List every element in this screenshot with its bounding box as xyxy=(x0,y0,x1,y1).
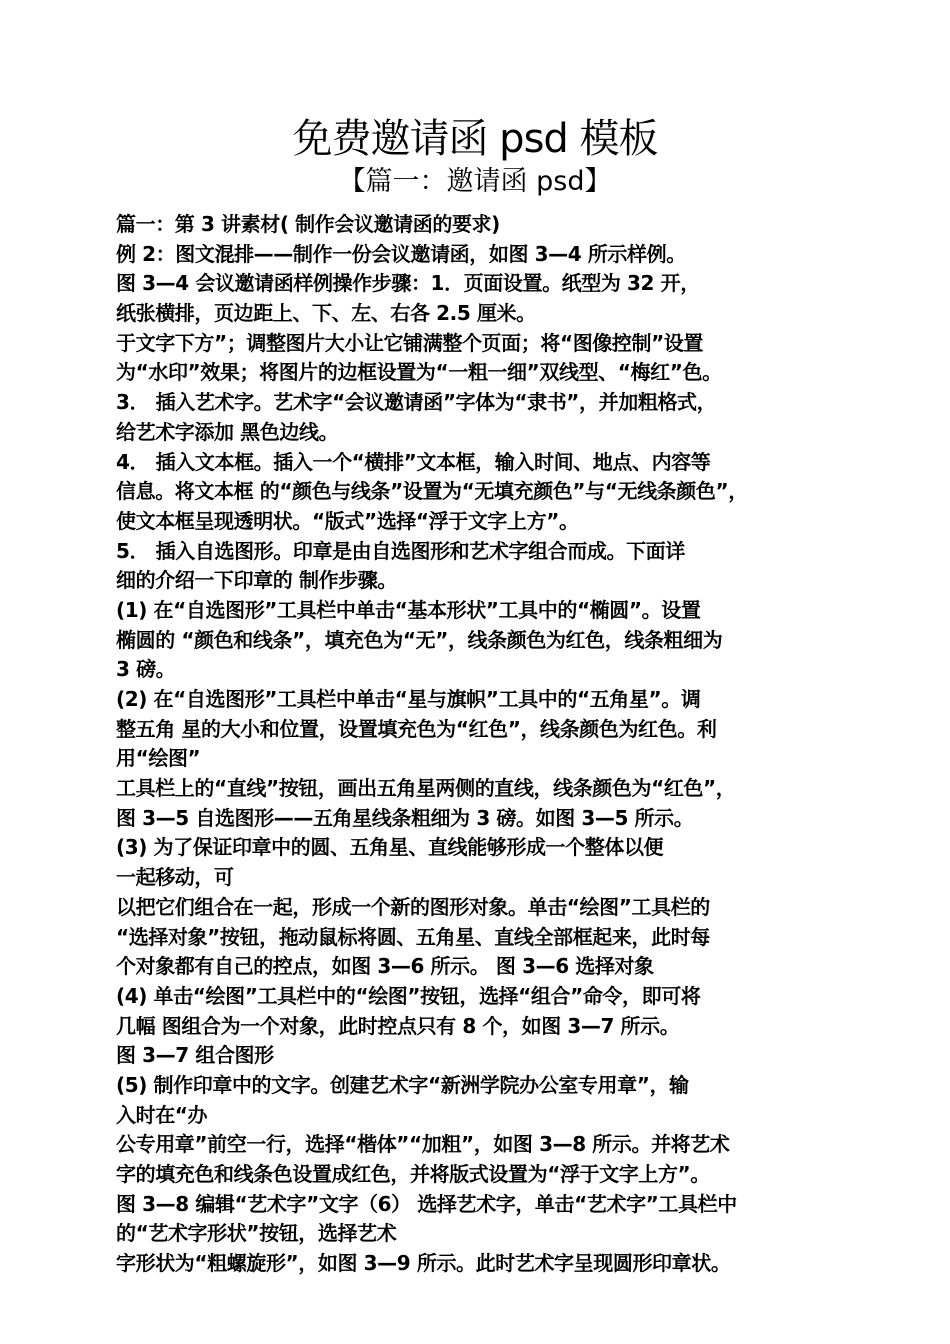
body-line: 细的介绍一下印章的 制作步骤。 xyxy=(116,568,397,593)
body-line: 3． 插入艺术字。艺术字“会议邀请函”字体为“隶书”，并加粗格式， xyxy=(116,390,717,415)
body-line: 个对象都有自己的控点，如图 3—6 所示。 图 3—6 选择对象 xyxy=(116,954,654,979)
document-body xyxy=(116,210,836,1279)
body-line: 字形状为“粗螺旋形”，如图 3—9 所示。此时艺术字呈现圆形印章状。 xyxy=(116,1251,731,1276)
body-line: 图 3—8 编辑“艺术字”文字（6） 选择艺术字，单击“艺术字”工具栏中 xyxy=(116,1191,737,1216)
body-line: 信息。将文本框 的“颜色与线条”设置为“无填充颜色”与“无线条颜色”， xyxy=(116,479,748,504)
body-line: 图 3—4 会议邀请函样例操作步骤：1．页面设置。纸型为 32 开， xyxy=(116,271,700,296)
body-line: 4． 插入文本框。插入一个“横排”文本框，输入时间、地点、内容等 xyxy=(116,449,711,474)
body-line: 5． 插入自选图形。印章是由自选图形和艺术字组合而成。下面详 xyxy=(116,538,685,563)
body-line: 用“绘图” xyxy=(116,746,201,771)
body-line: 使文本框呈现透明状。“版式”选择“浮于文字上方”。 xyxy=(116,508,579,533)
body-line: 为“水印”效果；将图片的边框设置为“一粗一细”双线型、“梅红”色。 xyxy=(116,360,722,385)
body-line: 以把它们组合在一起，形成一个新的图形对象。单击“绘图”工具栏的 xyxy=(116,894,710,919)
document-title: 免费邀请函 psd 模板 xyxy=(292,116,658,162)
body-line: 于文字下方”；调整图片大小让它铺满整个页面；将“图像控制”设置 xyxy=(116,330,704,355)
body-line: 字的填充色和线条色设置成红色，并将版式设置为“浮于文字上方”。 xyxy=(116,1162,710,1186)
body-line: 例 2：图文混排——制作一份会议邀请函，如图 3—4 所示样例。 xyxy=(116,241,686,266)
body-line: 公专用章”前空一行，选择“楷体”“加粗”，如图 3—8 所示。并将艺术 xyxy=(116,1132,730,1157)
body-line: “选择对象”按钮，拖动鼠标将圆、五角星、直线全部框起来，此时每 xyxy=(116,924,710,949)
body-line: 篇一：第 3 讲素材( 制作会议邀请函的要求) xyxy=(116,212,500,236)
body-line: 图 3—5 自选图形——五角星线条粗细为 3 磅。如图 3—5 所示。 xyxy=(116,805,694,830)
body-line: 图 3—7 组合图形 xyxy=(116,1043,274,1068)
body-line: (2) 在“自选图形”工具栏中单击“星与旗帜”工具中的“五角星”。调 xyxy=(116,687,701,711)
body-line: 的“艺术字形状”按钮，选择艺术 xyxy=(116,1221,397,1246)
body-line: 入时在“办 xyxy=(116,1102,208,1127)
document-subtitle: 【篇一：邀请函 psd】 xyxy=(338,166,612,197)
body-line: (5) 制作印章中的文字。创建艺术字“新洲学院办公室专用章”，输 xyxy=(116,1072,689,1097)
body-line: 给艺术字添加 黑色边线。 xyxy=(116,419,339,444)
body-line: 纸张横排，页边距上、下、左、右各 2.5 厘米。 xyxy=(116,301,536,326)
body-line: 几幅 图组合为一个对象，此时控点只有 8 个，如图 3—7 所示。 xyxy=(116,1013,680,1038)
body-line: 一起移动，可 xyxy=(116,865,234,890)
body-line: 整五角 星的大小和位置，设置填充色为“红色”，线条颜色为红色。利 xyxy=(116,716,717,741)
body-line: (3) 为了保证印章中的圆、五角星、直线能够形成一个整体以便 xyxy=(116,835,664,860)
body-line: (4) 单击“绘图”工具栏中的“绘图”按钮，选择“组合”命令，即可将 xyxy=(116,983,701,1008)
body-line: 3 磅。 xyxy=(116,657,176,682)
body-line: (1) 在“自选图形”工具栏中单击“基本形状”工具中的“椭圆”。设置 xyxy=(116,597,701,622)
body-line: 椭圆的 “颜色和线条”，填充色为“无”，线条颜色为红色，线条粗细为 xyxy=(116,627,723,652)
body-line: 工具栏上的“直线”按钮，画出五角星两侧的直线，线条颜色为“红色”， xyxy=(116,776,736,801)
